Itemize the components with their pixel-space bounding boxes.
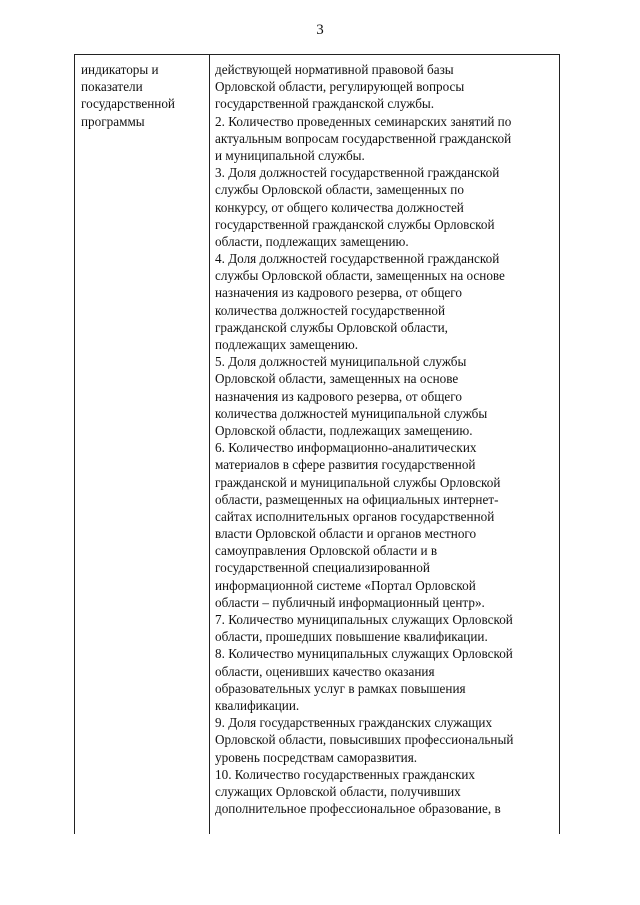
right-column-line: дополнительное профессиональное образование, в — [215, 801, 501, 817]
right-column-line: информационной системе «Портал Орловской — [215, 577, 476, 593]
right-column-line: государственной гражданской службы Орловской — [215, 216, 495, 232]
right-column-line: 10. Количество государственных гражданских — [215, 766, 476, 782]
right-column-line: области, оценивших качество оказания — [215, 663, 435, 679]
right-column-line: конкурсу, от общего количества должностей — [215, 199, 464, 215]
right-column-line: области, подлежащих замещению. — [215, 233, 409, 249]
right-column-line: назначения из кадрового резерва, от общего — [215, 388, 462, 404]
right-column-line: сайтах исполнительных органов государственной — [215, 508, 495, 524]
right-column-line: 6. Количество информационно-аналитических — [215, 440, 477, 456]
left-column-cell — [81, 61, 205, 130]
right-column-line: подлежащих замещению. — [215, 337, 359, 352]
left-column-line: программы — [81, 113, 145, 129]
right-column-line: и муниципальной службы. — [215, 147, 365, 163]
column-divider — [209, 55, 210, 834]
right-column-line: службы Орловской области, замещенных на основе — [215, 268, 505, 284]
right-column-line: действующей нормативной правовой базы — [215, 62, 454, 77]
page-number: 3 — [316, 22, 324, 38]
left-column-line: показатели — [81, 79, 143, 95]
right-column-line: области, размещенных на официальных интернет- — [215, 491, 499, 507]
right-column-line: государственной специализированной — [215, 560, 430, 576]
right-column-line: 9. Доля государственных гражданских служащих — [215, 715, 493, 731]
right-column-line: области – публичный информационный центр». — [215, 594, 485, 610]
right-column-line: 8. Количество муниципальных служащих Орловской — [215, 646, 513, 662]
right-column-line: материалов в сфере развития государственной — [215, 457, 476, 473]
right-column-line: количества должностей государственной — [215, 302, 446, 318]
right-column-line: назначения из кадрового резерва, от общего — [215, 285, 462, 301]
left-column-line: государственной — [81, 96, 175, 112]
right-column-line: уровень посредствам саморазвития. — [215, 749, 418, 765]
right-column-line: области, прошедших повышение квалификации. — [215, 629, 488, 645]
right-column-line: 7. Количество муниципальных служащих Орловской — [215, 612, 513, 627]
right-column-line: 2. Количество проведенных семинарских занятий по — [215, 113, 512, 129]
right-column-cell — [215, 61, 559, 817]
right-column-line: самоуправления Орловской области и в — [215, 543, 438, 559]
right-column-line: Орловской области, подлежащих замещению. — [215, 422, 473, 438]
right-column-line: власти Орловской области и органов местного — [215, 526, 477, 542]
right-column-line: Орловской области, замещенных на основе — [215, 371, 459, 387]
right-column-line: государственной гражданской службы. — [215, 96, 435, 112]
right-column-line: службы Орловской области, замещенных по — [215, 182, 464, 198]
right-column-line: образовательных услуг в рамках повышения — [215, 680, 466, 696]
right-column-line: 4. Доля должностей государственной гражданской — [215, 251, 500, 267]
right-column-line: гражданской и муниципальной службы Орловской — [215, 474, 501, 490]
right-column-line: служащих Орловской области, получивших — [215, 783, 461, 799]
document-table — [74, 54, 560, 834]
right-column-line: количества должностей муниципальной службы — [215, 405, 488, 421]
right-column-line: 3. Доля должностей государственной гражданской — [215, 165, 500, 181]
right-column-line: гражданской службы Орловской области, — [215, 319, 448, 335]
right-column-line: 5. Доля должностей муниципальной службы — [215, 354, 467, 370]
left-column-line: индикаторы и — [81, 62, 159, 77]
right-column-line: квалификации. — [215, 697, 300, 713]
right-column-line: Орловской области, повысивших профессиональный — [215, 732, 514, 748]
right-column-line: актуальным вопросам государственной гражданской — [215, 130, 512, 146]
right-column-line: Орловской области, регулирующей вопросы — [215, 79, 465, 95]
